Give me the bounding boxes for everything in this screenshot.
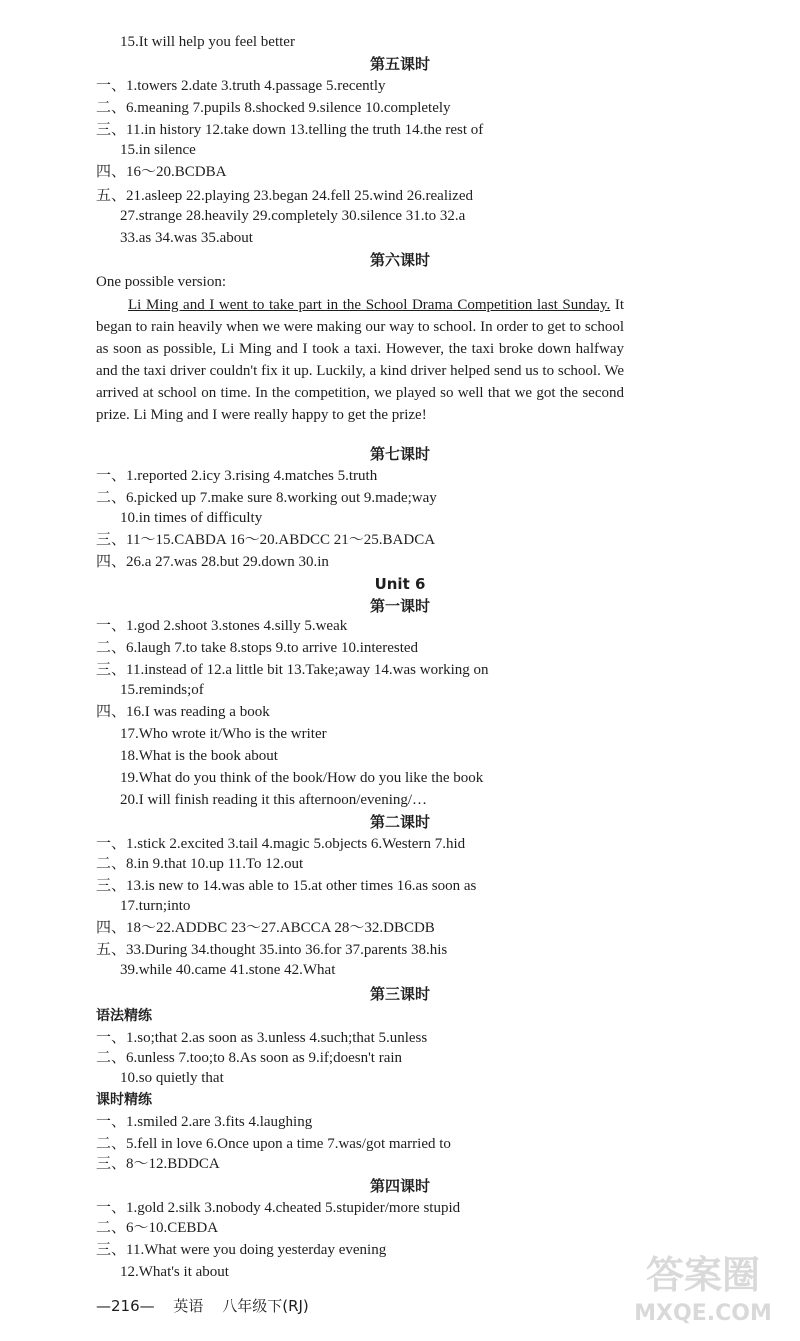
answer-line: 39.while 40.came 41.stone 42.What: [120, 962, 336, 978]
page-footer: [96, 1296, 323, 1316]
answer-line: 10.so quietly that: [120, 1070, 224, 1086]
answer-line: 15.in silence: [120, 142, 196, 158]
answer-line: 二、6～10.CEBDA: [96, 1220, 219, 1236]
answer-line: 二、5.fell in love 6.Once upon a time 7.was/got married to: [96, 1136, 451, 1152]
unit-title: Unit 6: [374, 575, 426, 593]
answer-line: 17.turn;into: [120, 898, 191, 914]
answer-line: 33.as 34.was 35.about: [120, 230, 253, 246]
essay-underlined-sentence: Li Ming and I went to take part in the School Drama Competition last Sunday.: [128, 297, 611, 313]
answer-line: 一、1.smiled 2.are 3.fits 4.laughing: [96, 1114, 313, 1130]
watermark-url: MXQE.COM: [634, 1301, 772, 1326]
answer-line: 12.What's it about: [120, 1264, 229, 1280]
answer-line: 27.strange 28.heavily 29.completely 30.silence 31.to 32.a: [120, 208, 466, 224]
answer-line: 四、18～22.ADDBC 23～27.ABCCA 28～32.DBCDB: [96, 920, 435, 936]
subject-label: 英语: [173, 1297, 204, 1315]
answer-line: 三、13.is new to 14.was able to 15.at other times 16.as soon as: [96, 878, 477, 894]
section-title-u6-lesson2: 第二课时: [369, 813, 430, 831]
answer-line: 10.in times of difficulty: [120, 510, 263, 526]
answer-line: 一、1.reported 2.icy 3.rising 4.matches 5.truth: [96, 468, 378, 484]
answer-line: 五、33.During 34.thought 35.into 36.for 37.parents 38.his: [96, 942, 448, 958]
answer-line: 二、6.laugh 7.to take 8.stops 9.to arrive 10.interested: [96, 640, 419, 656]
watermark-text: 答案圈: [645, 1253, 761, 1297]
section-title-lesson6: 第六课时: [369, 251, 430, 269]
subheading-grammar: 语法精练: [96, 1008, 152, 1024]
answer-line: 一、1.so;that 2.as soon as 3.unless 4.such;that 5.unless: [96, 1030, 428, 1046]
answer-line: 三、11.What were you doing yesterday evening: [96, 1242, 387, 1258]
essay-body: It began to rain heavily when we were making our way to school. In order to get to school as soon as possible, Li Ming and I took a taxi. However, the taxi broke down halfway and the taxi driver couldn't fix it up. Luckily, a kind driver helped send us to school. We arrived at school on time. In the competition, we played so well that we got the second prize. Li Ming and I were really happy to get the prize!: [96, 297, 624, 423]
essay-paragraph: [96, 294, 624, 426]
subheading-practice: 课时精练: [96, 1092, 152, 1108]
section-title-u6-lesson4: 第四课时: [369, 1177, 430, 1195]
answer-line: 二、8.in 9.that 10.up 11.To 12.out: [96, 856, 304, 872]
answer-line: 四、26.a 27.was 28.but 29.down 30.in: [96, 554, 329, 570]
answer-line: 五、21.asleep 22.playing 23.began 24.fell 25.wind 26.realized: [96, 188, 473, 204]
section-title-lesson7: 第七课时: [369, 445, 430, 463]
answer-line: 17.Who wrote it/Who is the writer: [120, 726, 327, 742]
answer-line: 二、6.picked up 7.make sure 8.working out 9.made;way: [96, 490, 437, 506]
answer-line: 一、1.gold 2.silk 3.nobody 4.cheated 5.stupider/more stupid: [96, 1200, 461, 1216]
answer-line: 三、11～15.CABDA 16～20.ABDCC 21～25.BADCA: [96, 532, 436, 548]
answer-line: 四、16～20.BCDBA: [96, 164, 227, 180]
answer-line: 三、11.instead of 12.a little bit 13.Take;away 14.was working on: [96, 662, 489, 678]
answer-line: 一、1.stick 2.excited 3.tail 4.magic 5.objects 6.Western 7.hid: [96, 836, 466, 852]
answer-line: 15.It will help you feel better: [120, 34, 295, 50]
answer-line: 19.What do you think of the book/How do you like the book: [120, 770, 484, 786]
answer-line: 一、1.god 2.shoot 3.stones 4.silly 5.weak: [96, 618, 348, 634]
watermark-logo: [628, 1244, 778, 1328]
answer-line: 二、6.meaning 7.pupils 8.shocked 9.silence 10.completely: [96, 100, 451, 116]
section-title-u6-lesson3: 第三课时: [369, 985, 430, 1003]
answer-line: 三、11.in history 12.take down 13.telling the truth 14.the rest of: [96, 122, 484, 138]
answer-line: 四、16.I was reading a book: [96, 704, 270, 720]
answer-line: 三、8～12.BDDCA: [96, 1156, 220, 1172]
section-title-lesson5: 第五课时: [369, 55, 430, 73]
answer-line: 20.I will finish reading it this afternoon/evening/…: [120, 792, 428, 808]
answer-line: 15.reminds;of: [120, 682, 204, 698]
answer-line: 二、6.unless 7.too;to 8.As soon as 9.if;doesn't rain: [96, 1050, 403, 1066]
page-number: —216—: [96, 1297, 155, 1315]
essay-intro: One possible version:: [96, 274, 226, 290]
grade-label: 八年级下(RJ): [222, 1297, 309, 1315]
answer-line: 一、1.towers 2.date 3.truth 4.passage 5.recently: [96, 78, 386, 94]
answer-line: 18.What is the book about: [120, 748, 278, 764]
section-title-u6-lesson1: 第一课时: [369, 597, 430, 615]
